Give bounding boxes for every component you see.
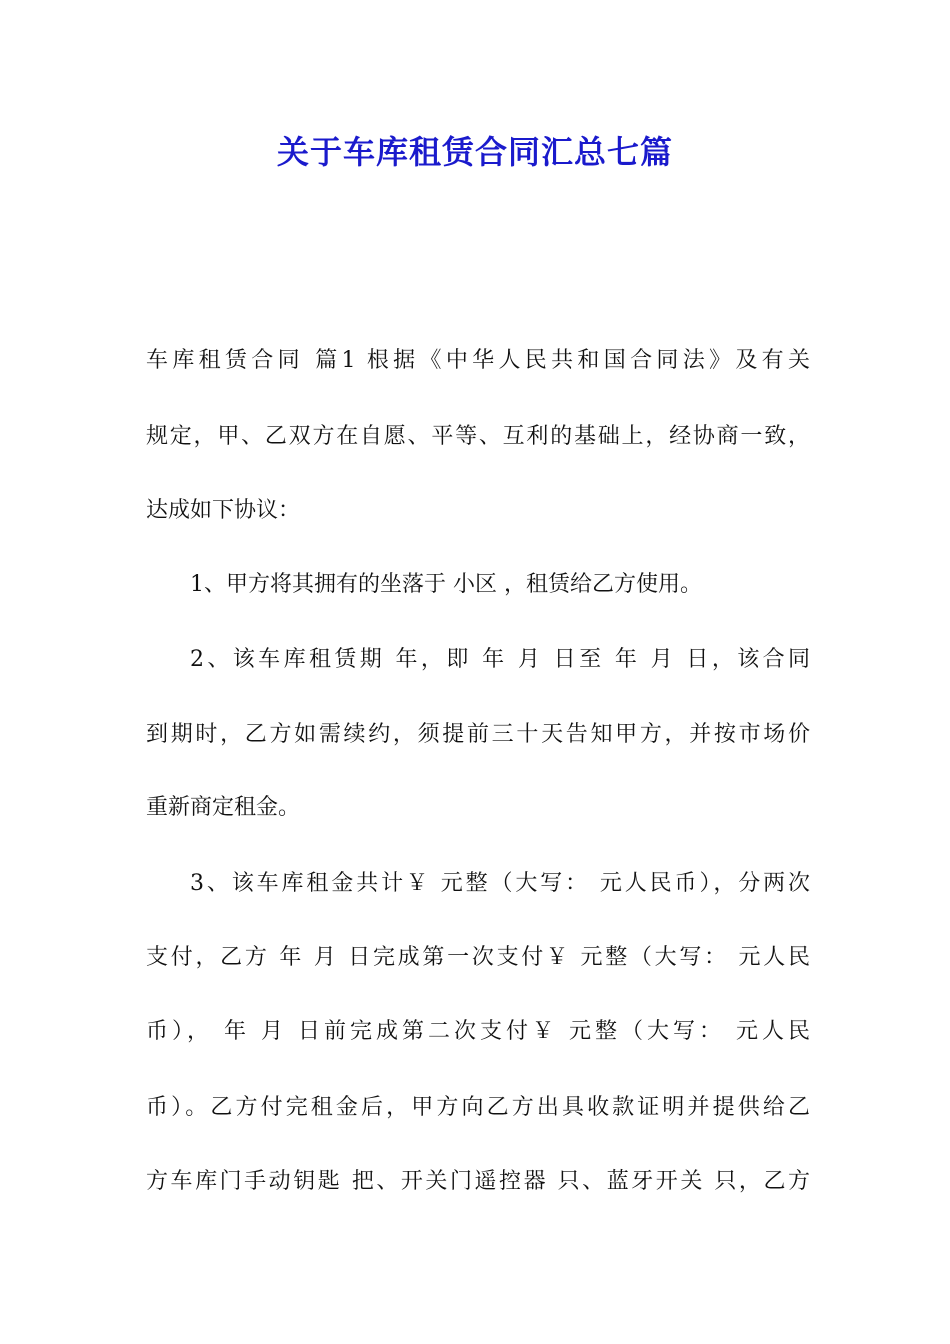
paragraph-line: 规定，甲、乙双方在自愿、平等、互利的基础上，经协商一致， (146, 424, 810, 449)
paragraph-line: 重新商定租金。 (146, 795, 301, 820)
paragraph-line: 方车库门手动钥匙 把、开关门遥控器 只、蓝牙开关 只，乙方 (146, 1169, 810, 1194)
paragraph-line: 币）， 年 月 日前完成第二次支付￥ 元整（大写： 元人民 (146, 1019, 810, 1044)
paragraph-line: 3、该车库租金共计￥ 元整（大写： 元人民币），分两次 (190, 871, 810, 896)
paragraph-line: 到期时，乙方如需续约，须提前三十天告知甲方，并按市场价 (146, 722, 810, 747)
paragraph-line: 达成如下协议： (146, 498, 301, 523)
paragraph-line: 车库租赁合同 篇1 根据《中华人民共和国合同法》及有关 (146, 348, 810, 373)
paragraph-line: 1、甲方将其拥有的坐落于 小区 ，租赁给乙方使用。 (190, 572, 702, 597)
paragraph-line: 支付，乙方 年 月 日完成第一次支付￥ 元整（大写： 元人民 (146, 945, 810, 970)
paragraph-line: 币）。乙方付完租金后，甲方向乙方出具收款证明并提供给乙 (146, 1095, 810, 1120)
document-title: 关于车库租赁合同汇总七篇 (276, 133, 673, 171)
paragraph-line: 2、该车库租赁期 年，即 年 月 日至 年 月 日，该合同 (190, 647, 810, 672)
